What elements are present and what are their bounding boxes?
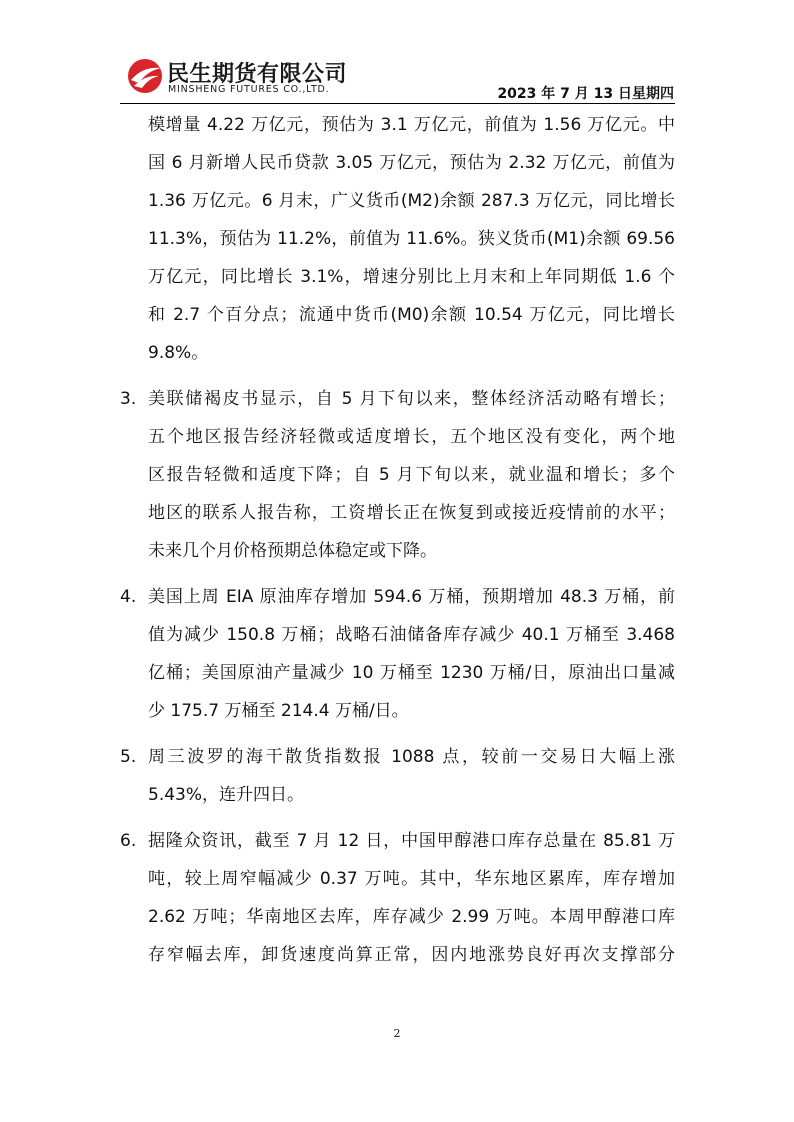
paragraph-line: 11.3%，预估为 11.2%，前值为 11.6%。狭义货币(M1)余额 69.56 bbox=[148, 229, 675, 249]
paragraph-line: 存窄幅去库，卸货速度尚算正常，因内地涨势良好再次支撑部分 bbox=[148, 945, 675, 965]
paragraph-line: 5.43%，连升四日。 bbox=[148, 785, 305, 805]
company-name-cn: 民生期货有限公司 bbox=[167, 62, 348, 87]
list-number: 4. bbox=[120, 587, 137, 607]
list-item-3 bbox=[120, 380, 675, 570]
report-body bbox=[120, 106, 675, 974]
list-number: 6. bbox=[120, 831, 137, 851]
company-name-en: MINSHENG FUTURES CO.,LTD. bbox=[168, 84, 330, 95]
paragraph-line: 周三波罗的海干散货指数报 1088 点，较前一交易日大幅上涨 bbox=[148, 747, 675, 767]
paragraph-line: 地区的联系人报告称，工资增长正在恢复到或接近疫情前的水平； bbox=[148, 503, 675, 523]
paragraph-line: 少 175.7 万桶至 214.4 万桶/日。 bbox=[148, 701, 409, 721]
list-number: 3. bbox=[120, 389, 137, 409]
paragraph-line: 万亿元，同比增长 3.1%，增速分别比上月末和上年同期低 1.6 个 bbox=[148, 267, 675, 287]
paragraph-line: 9.8%。 bbox=[148, 343, 209, 363]
page-number: 2 bbox=[393, 1027, 401, 1040]
list-number: 5. bbox=[120, 747, 137, 767]
report-date: 2023 年 7 月 13 日星期四 bbox=[497, 86, 674, 102]
paragraph-line: 美联储褐皮书显示，自 5 月下旬以来，整体经济活动略有增长； bbox=[148, 389, 675, 409]
paragraph-line: 未来几个月价格预期总体稳定或下降。 bbox=[148, 541, 437, 561]
company-logo bbox=[125, 56, 365, 100]
continued-paragraph bbox=[120, 106, 675, 372]
paragraph-line: 2.62 万吨；华南地区去库，库存减少 2.99 万吨。本周甲醇港口库 bbox=[148, 907, 675, 927]
paragraph-line: 区报告轻微和适度下降；自 5 月下旬以来，就业温和增长；多个 bbox=[148, 465, 675, 485]
paragraph-line: 模增量 4.22 万亿元，预估为 3.1 万亿元，前值为 1.56 万亿元。中 bbox=[148, 115, 675, 135]
paragraph-line: 亿桶；美国原油产量减少 10 万桶至 1230 万桶/日，原油出口量减 bbox=[148, 663, 675, 683]
paragraph-line: 1.36 万亿元。6 月末，广义货币(M2)余额 287.3 万亿元，同比增长 bbox=[148, 191, 675, 211]
page-header bbox=[0, 0, 794, 104]
paragraph-line: 和 2.7 个百分点；流通中货币(M0)余额 10.54 万亿元，同比增长 bbox=[148, 305, 675, 325]
paragraph-line: 国 6 月新增人民币贷款 3.05 万亿元，预估为 2.32 万亿元，前值为 bbox=[148, 153, 675, 173]
minsheng-logo-icon bbox=[125, 56, 165, 96]
list-item-6 bbox=[120, 822, 675, 974]
paragraph-line: 据隆众资讯，截至 7 月 12 日，中国甲醇港口库存总量在 85.81 万 bbox=[148, 831, 675, 851]
paragraph-line: 五个地区报告经济轻微或适度增长，五个地区没有变化，两个地 bbox=[148, 427, 675, 447]
list-item-5 bbox=[120, 738, 675, 814]
paragraph-line: 美国上周 EIA 原油库存增加 594.6 万桶，预期增加 48.3 万桶，前 bbox=[148, 587, 675, 607]
list-item-4 bbox=[120, 578, 675, 730]
header-divider bbox=[120, 103, 675, 104]
paragraph-line: 值为减少 150.8 万桶；战略石油储备库存减少 40.1 万桶至 3.468 bbox=[148, 625, 675, 645]
paragraph-line: 吨，较上周窄幅减少 0.37 万吨。其中，华东地区累库，库存增加 bbox=[148, 869, 675, 889]
